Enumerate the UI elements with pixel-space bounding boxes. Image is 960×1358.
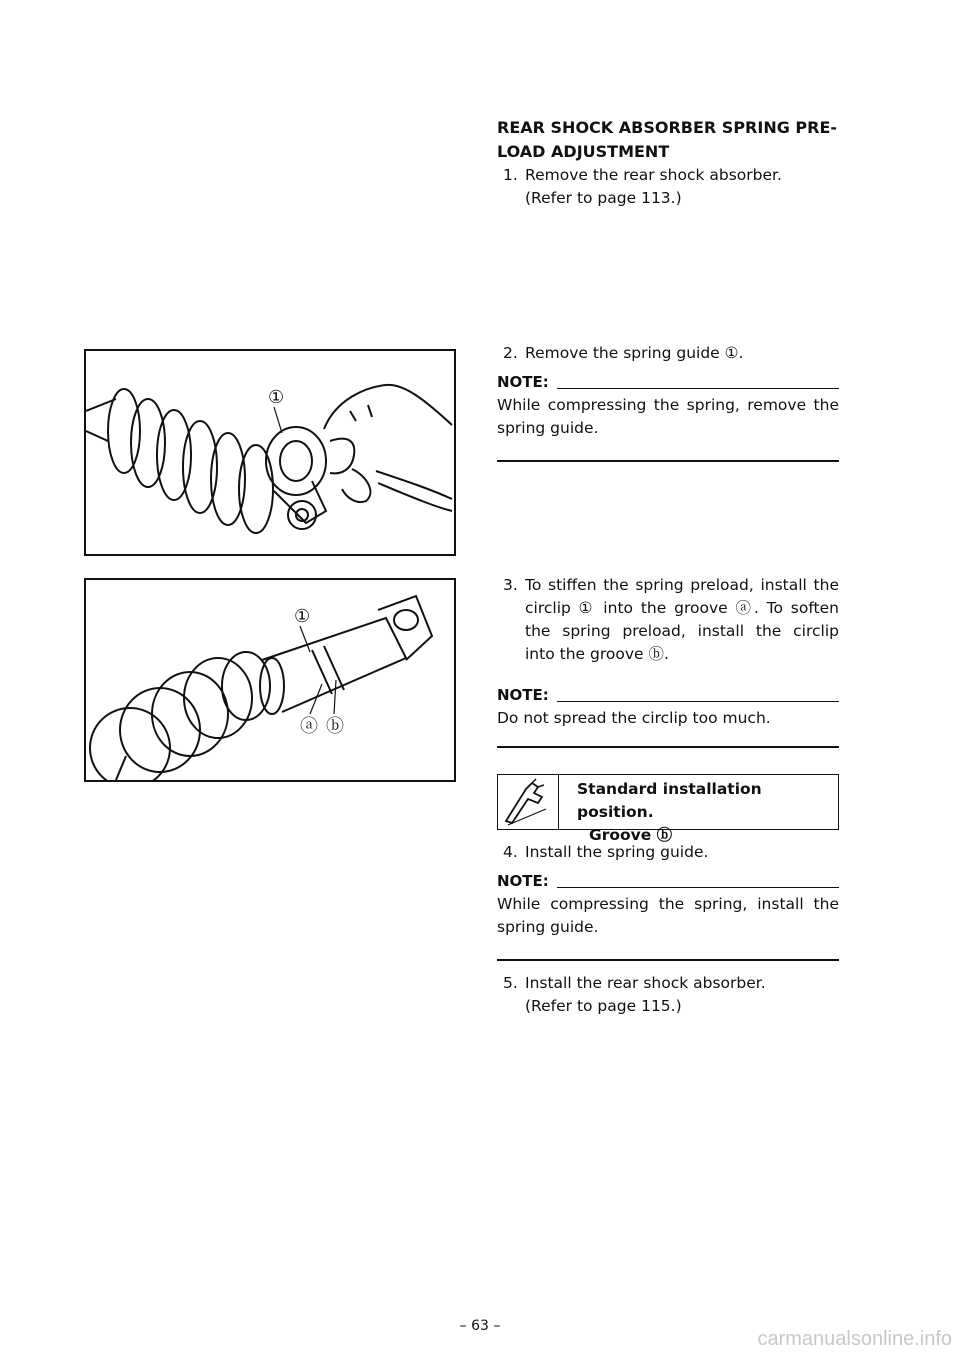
step-text: Install the spring guide.	[525, 843, 709, 861]
title-line-2: LOAD ADJUSTMENT	[497, 142, 670, 161]
note-label: NOTE:	[497, 373, 549, 391]
note-header	[497, 684, 839, 707]
spec-line-2: Groove ⓑ	[589, 826, 673, 844]
note-label: NOTE:	[497, 686, 549, 704]
step-5	[497, 972, 839, 995]
step-number: 2.	[503, 344, 518, 362]
figure-circlip-grooves	[84, 578, 456, 782]
spec-line-1: Standard installation position.	[577, 780, 762, 821]
watermark: carmanualsonline.info	[757, 1328, 952, 1350]
note-header	[497, 371, 839, 394]
note-body: While compressing the spring, remove the spring guide.	[497, 396, 839, 437]
caliper-icon	[498, 775, 559, 829]
note-body: While compressing the spring, install the spring guide.	[497, 895, 839, 936]
page-number: – 63 –	[459, 1318, 501, 1334]
callout-1: ①	[294, 606, 311, 627]
section-title	[497, 116, 839, 164]
note-rule	[557, 887, 839, 888]
step-text: Remove the spring guide ①.	[525, 344, 744, 362]
callout-a: ⓐ	[300, 716, 318, 737]
note-body: Do not spread the circlip too much.	[497, 709, 771, 727]
note-rule	[557, 388, 839, 389]
step-number: 4.	[503, 843, 518, 861]
step-number: 3.	[503, 576, 518, 594]
note-rule	[557, 701, 839, 702]
callout-b: ⓑ	[326, 716, 344, 737]
spec-box	[497, 774, 839, 844]
step-3-block	[497, 574, 839, 748]
spec-text	[559, 775, 838, 844]
note-end-rule	[497, 460, 839, 462]
section-heading-block	[497, 116, 839, 210]
step-3	[497, 574, 839, 666]
step-number: 1.	[503, 166, 518, 184]
step-2	[497, 342, 839, 365]
step-2-block	[497, 342, 839, 462]
page-reference: (Refer to page 113.)	[525, 189, 682, 207]
title-line-1: REAR SHOCK ABSORBER SPRING PRE-	[497, 118, 838, 137]
step-number: 5.	[503, 974, 518, 992]
note-label: NOTE:	[497, 872, 549, 890]
note-header	[497, 870, 839, 893]
figure-remove-spring-guide	[84, 349, 456, 556]
step-4	[497, 841, 839, 864]
step-text: Install the rear shock absorber.	[525, 974, 766, 992]
note-end-rule	[497, 959, 839, 961]
page-reference: (Refer to page 115.)	[525, 997, 682, 1015]
step-4-block	[497, 841, 839, 961]
callout-1: ①	[268, 387, 285, 408]
step-5-block	[497, 972, 839, 1018]
step-text: To stiffen the spring preload, install the circlip ① into the groove ⓐ. To soften the spring preload, install the circlip into the groove ⓑ.	[525, 576, 839, 663]
note-end-rule	[497, 746, 839, 748]
step-text: Remove the rear shock absorber.	[525, 166, 782, 184]
step-1	[497, 164, 839, 187]
